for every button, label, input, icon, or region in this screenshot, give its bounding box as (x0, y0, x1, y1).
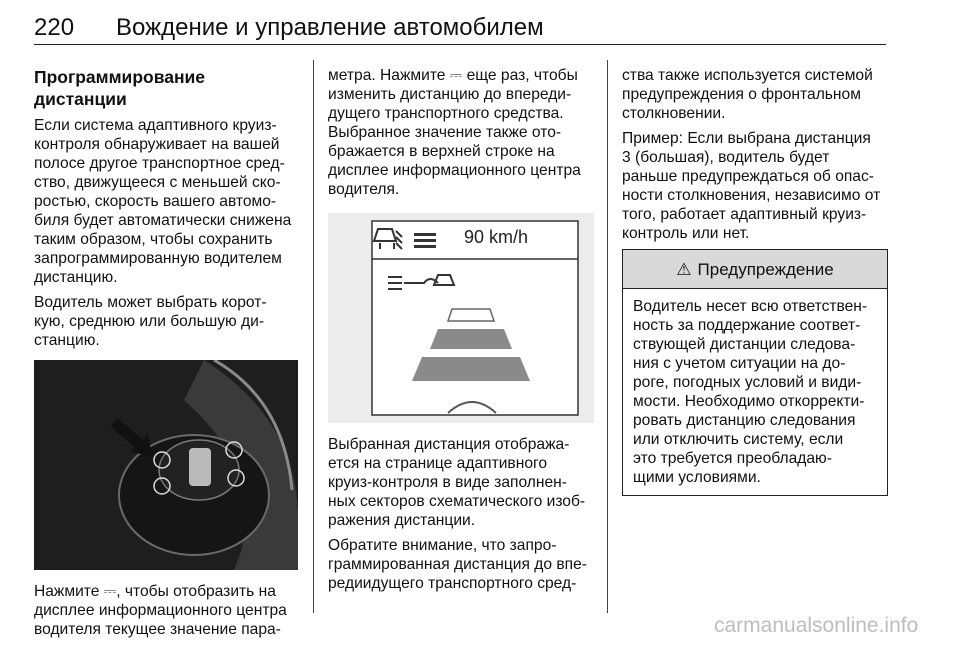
steering-wheel-figure (34, 360, 298, 570)
paragraph: Если система адаптивного круиз- контроля обнаруживает на вашей полосе другое транспортное сред- ство, движущееся с меньшей ско- ростью, скорость вашего автомо- биля будет автоматически снижена таким образом, чтобы сохранить запрограммированную водителем дистанцию. (34, 117, 292, 286)
paragraph: Водитель может выбрать корот- кую, среднюю или большую ди- станцию. (34, 294, 267, 349)
warning-box (622, 249, 888, 496)
warning-header (623, 250, 887, 289)
paragraph: Нажмите ⎓, чтобы отобразить на дисплее информационного центра водителя текущее значение пара- (34, 583, 287, 638)
page-number: 220 (34, 14, 75, 41)
paragraph: Пример: Если выбрана дистанция 3 (большая), водитель будет раньше предупреждаться об опас- ности столкновения, независимо от того, работает адаптивный круиз- контроль или нет. (622, 130, 881, 242)
watermark: carmanualsonline.info (714, 614, 919, 637)
paragraph: Обратите внимание, что запро- граммированная дистанция до впе- редиидущего транспортного сред- (328, 537, 587, 592)
column-1 (34, 60, 298, 645)
page-header (34, 8, 886, 45)
paragraph: Выбранная дистанция отобража- ется на странице адаптивного круиз-контроля в виде заполнен- ных секторов схематического изоб- ражения дистанции. (328, 436, 586, 529)
paragraph: метра. Нажмите ⎓ еще раз, чтобы изменить дистанцию до впереди- дущего транспортного средства. Выбранное значение также ото- бражается в верхней строке на дисплее информационного центра водителя. (328, 67, 581, 198)
warning-triangle-icon: ⚠ (676, 259, 692, 279)
warning-body: Водитель несет всю ответствен- ность за поддержание соответ- ствующей дистанции следова- ния с учетом ситуации на до- роге, погодных условий и види- мости. Необходимо откорректи- ровать дистанцию следования или отключить систему, если это требуется преобладаю- щими условиями. (633, 298, 868, 486)
cluster-display-figure (328, 213, 594, 423)
column-3 (622, 60, 888, 496)
section-heading: Программирование дистанции (34, 67, 206, 109)
column-separator (607, 60, 608, 613)
speed-readout: 90 km/h (464, 227, 529, 247)
column-2 (328, 60, 594, 599)
paragraph: ства также используется системой предупреждения о фронтальном столкновении. (622, 67, 873, 122)
warning-title: Предупреждение (697, 259, 834, 279)
column-separator (313, 60, 314, 613)
chapter-title: Вождение и управление автомобилем (116, 14, 544, 41)
